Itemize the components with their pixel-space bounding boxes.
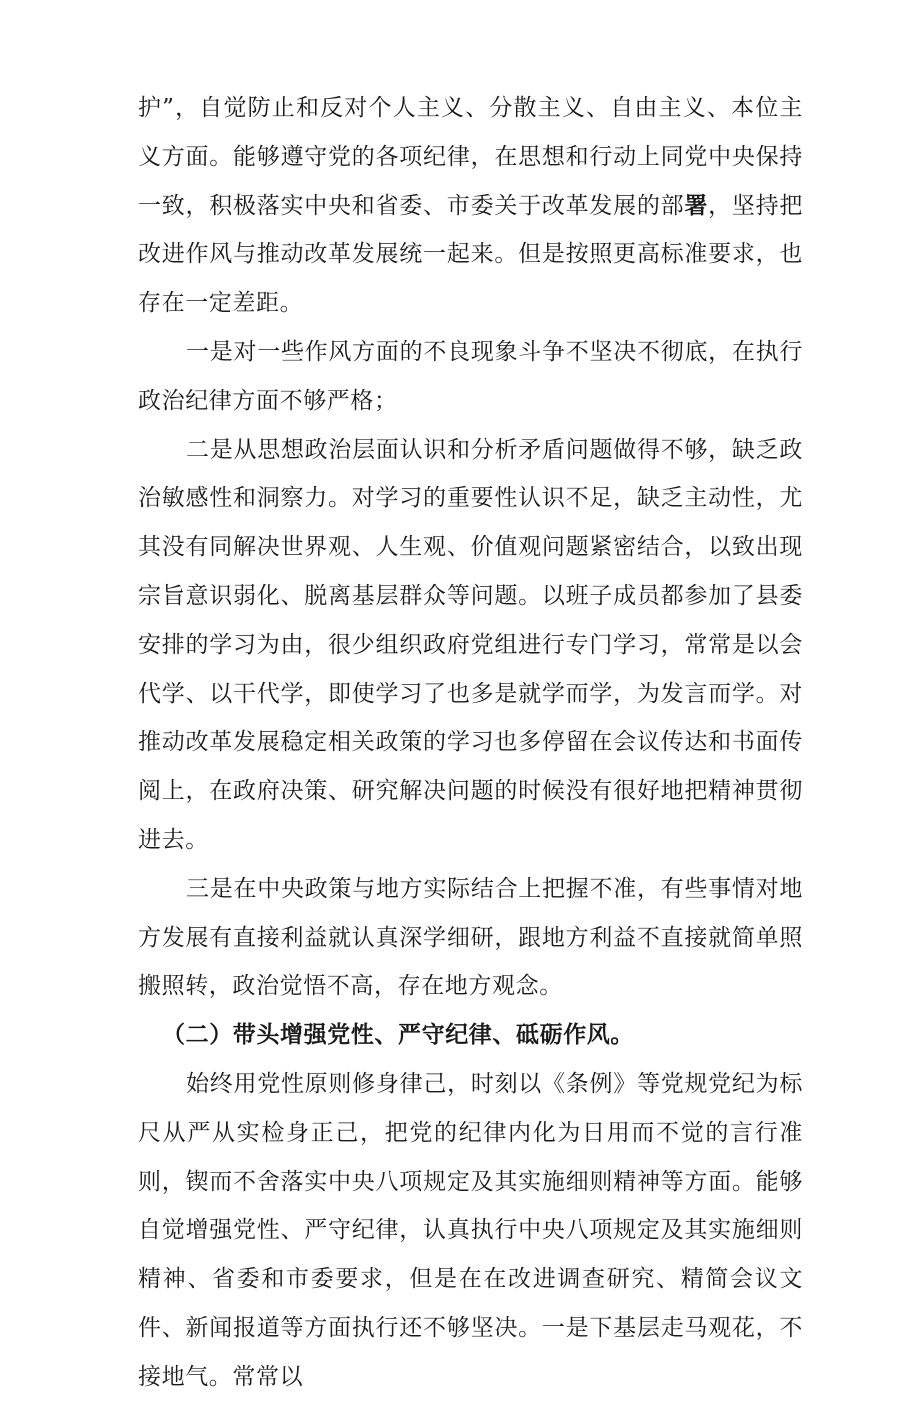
paragraph-point-one: 一是对一些作风方面的不良现象斗争不坚决不彻底，在执行政治纪律方面不够严格； bbox=[138, 338, 803, 414]
section-heading: （二）带头增强党性、严守纪律、砥砺作风。 bbox=[162, 1021, 634, 1049]
paragraph-continuation bbox=[138, 84, 803, 328]
paragraph-text: 护”，自觉防止和反对个人主义、分散主义、自由主义、本位主义方面。能够遵守党的各项纪律，在思想和行动上同党中央保持一致，积极落实中央和省委、市委关于改革发展的部 bbox=[138, 95, 803, 219]
paragraph-point-two: 二是从思想政治层面认识和分析矛盾问题做得不够，缺乏政治敏感性和洞察力。对学习的重要性认识不足，缺乏主动性，尤其没有同解决世界观、人生观、价值观问题紧密结合，以致出现宗旨意识弱化、脱离基层群众等问题。以班子成员都参加了县委安排的学习为由，很少组织政府党组进行专门学习，常常是以会代学、以干代学，即使学习了也多是就学而学，为发言而学。对推动改革发展稳定相关政策的学习也多停留在会议传达和书面传阅上，在政府决策、研究解决问题的时候没有很好地把精神贯彻进去。 bbox=[138, 436, 803, 853]
bold-character: 署 bbox=[684, 191, 709, 219]
document-body bbox=[138, 84, 803, 1402]
paragraph-text: ，坚持把改进作风与推动改革发展统一起来。但是按照更高标准要求，也存在一定差距。 bbox=[138, 192, 803, 317]
paragraph-point-three: 三是在中央政策与地方实际结合上把握不准，有些事情对地方发展有直接利益就认真深学细研，跟地方利益不直接就简单照搬照转，政治觉悟不高，存在地方观念。 bbox=[138, 875, 803, 1000]
paragraph-section-body: 始终用党性原则修身律己，时刻以《条例》等党规党纪为标尺从严从实检身正己，把党的纪律内化为日用而不觉的言行准则，锲而不舍落实中央八项规定及其实施细则精神等方面。能够自觉增强党性、严守纪律，认真执行中央八项规定及其实施细则精神、省委和市委要求，但是在在改进调查研究、精简会议文件、新闻报道等方面执行还不够坚决。一是下基层走马观花，不接地气。常常以 bbox=[138, 1070, 803, 1390]
